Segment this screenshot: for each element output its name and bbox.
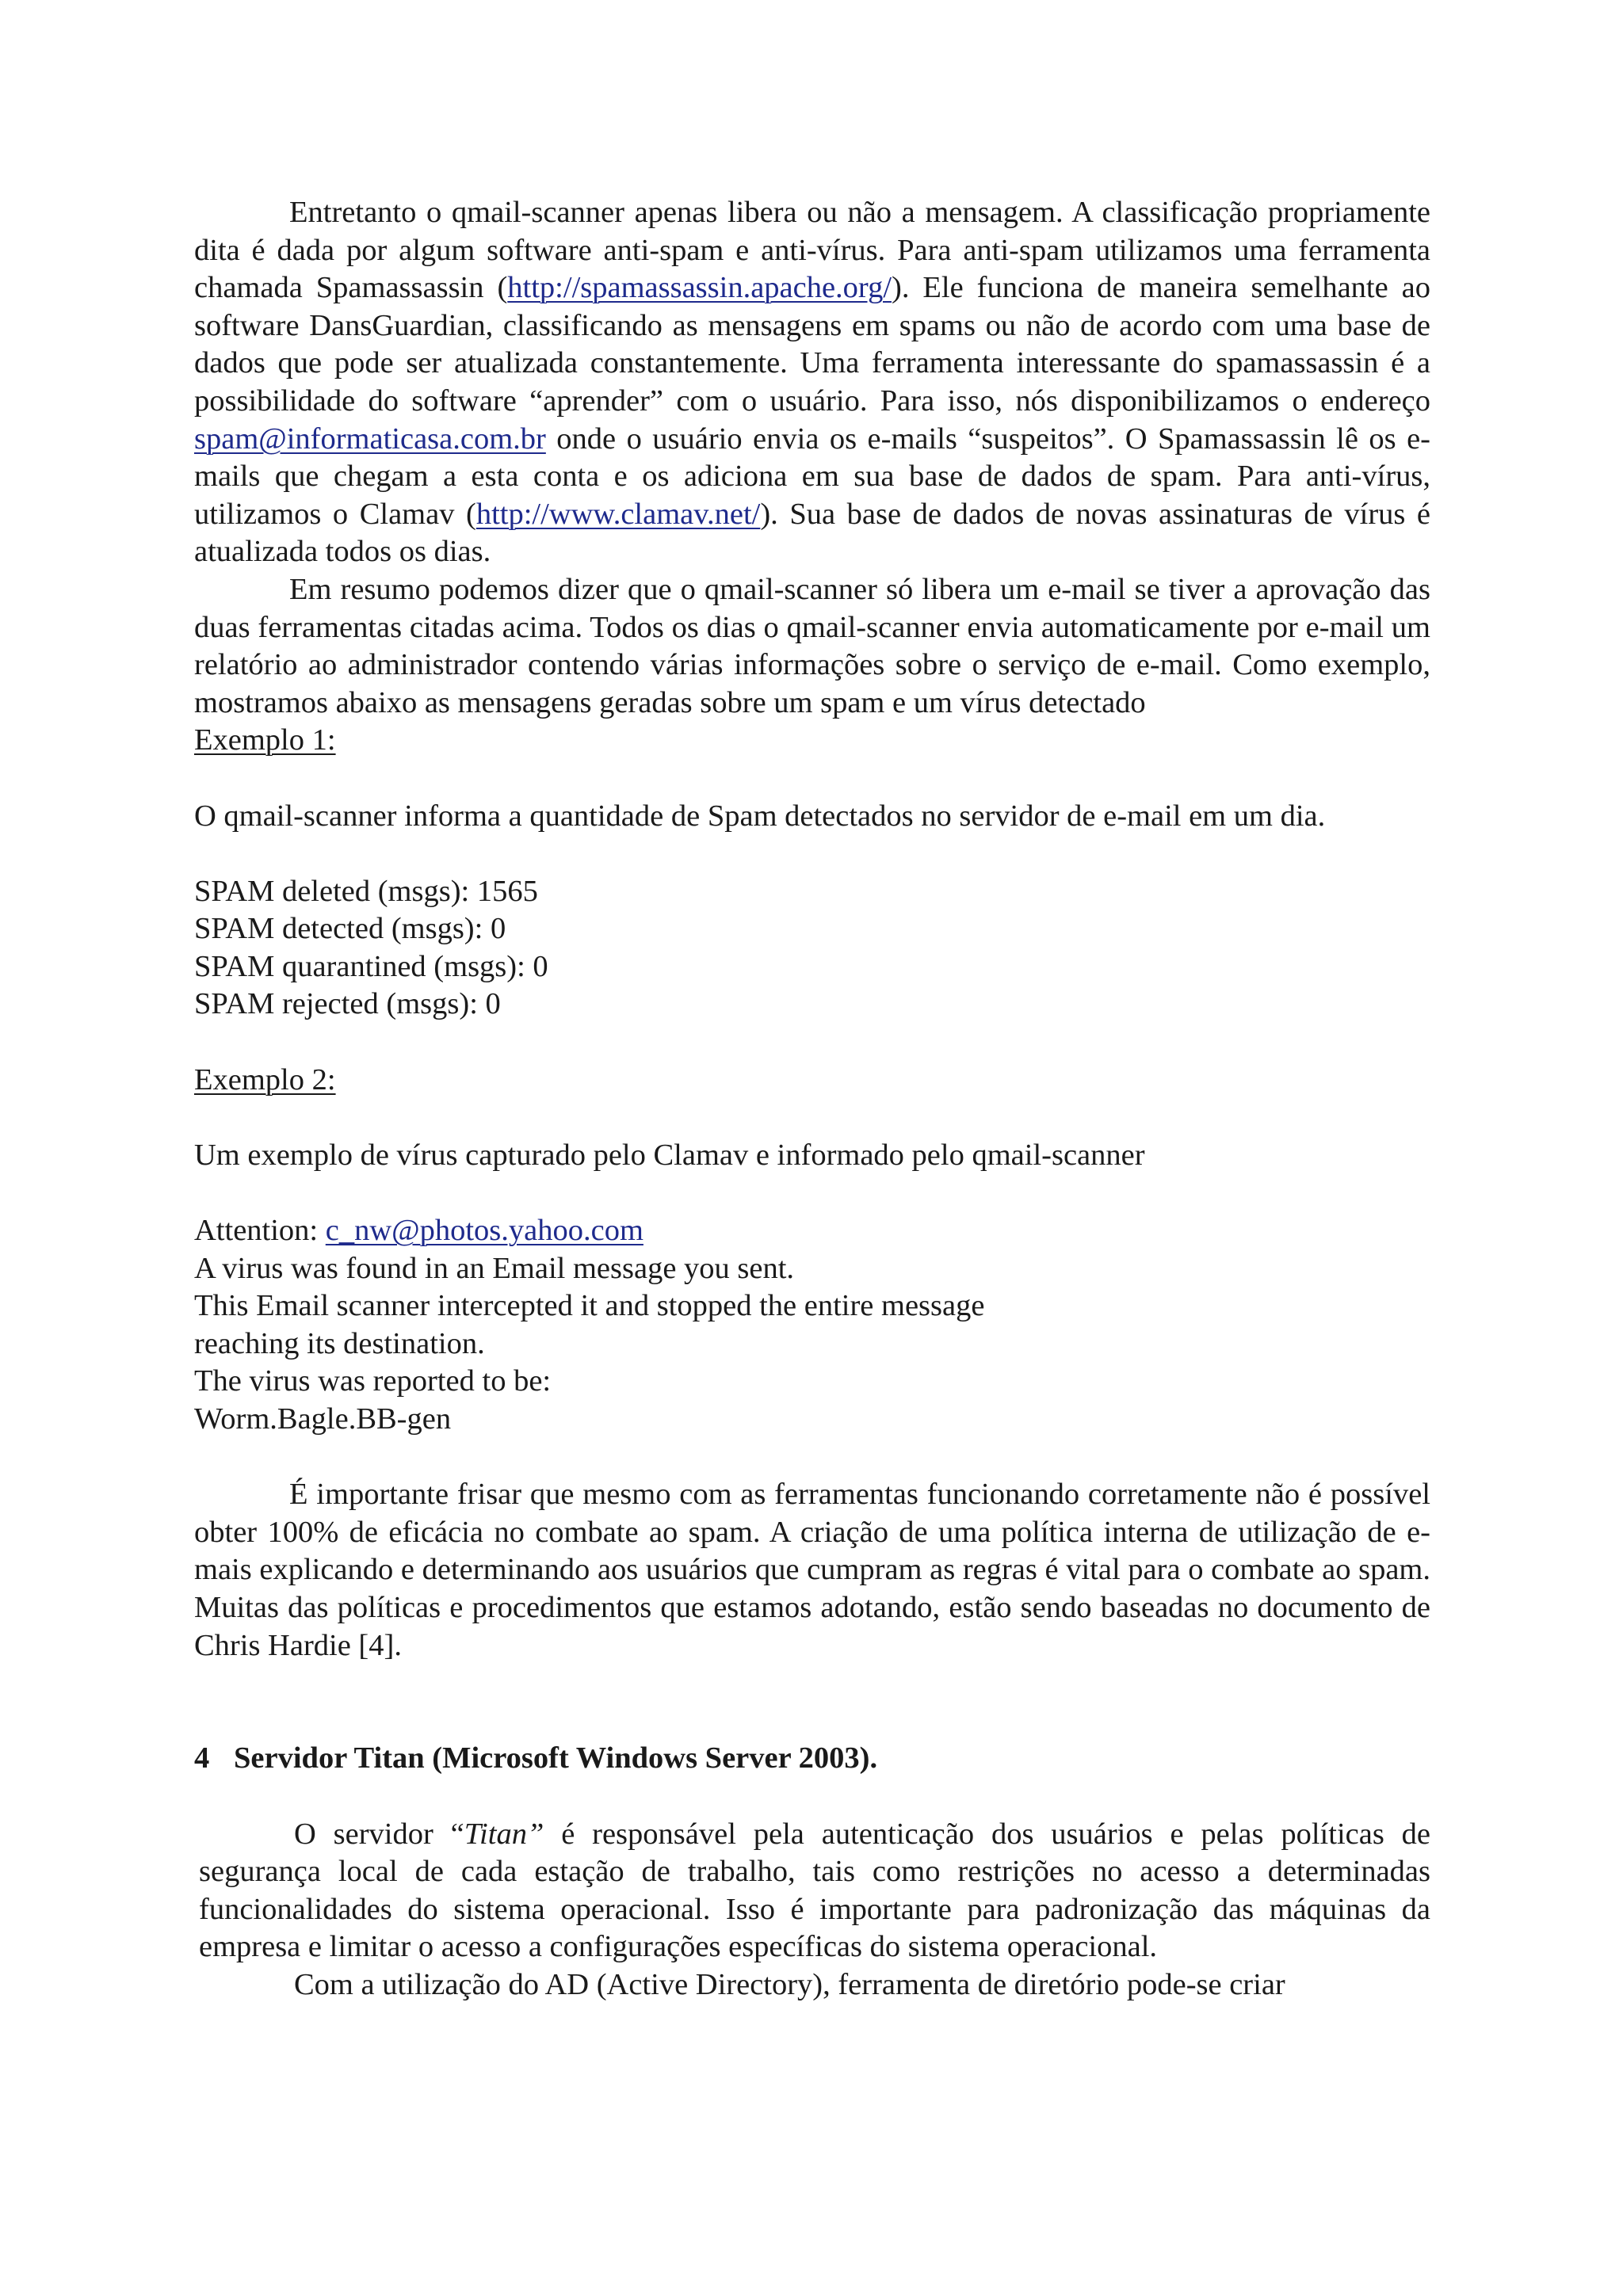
- example2-label: Exemplo 2:: [194, 1062, 336, 1097]
- spam-deleted-line: SPAM deleted (msgs): 1565: [194, 874, 538, 908]
- paragraph-importance: É importante frisar que mesmo com as ferramentas funcionando corretamente não é possível obter 100% de eficácia no combate ao spam. A criação de uma política interna de utilização de e-mais explicando e determinando aos usuários que cumpram as regras é vital para o combate ao spam. Muitas das políticas e procedimentos que estamos adotando, estão sendo baseadas no documento de Chris Hardie [4].: [194, 1478, 1430, 1662]
- example1-label: Exemplo 1:: [194, 723, 336, 757]
- paragraph-titan: O servidor “Titan” é responsável pela autenticação dos usuários e pelas políticas de segurança local de cada estação de trabalho, tais como restrições no acesso a determinadas funcionalidades do sistema operacional. Isso é importante para padronização das máquinas da empresa e limitar o acesso a configurações específicas do sistema operacional.: [199, 1817, 1430, 1964]
- titan-italic: Titan”: [464, 1817, 544, 1851]
- section-4-body: [194, 1816, 1430, 2004]
- example2-intro: Um exemplo de vírus capturado pelo Clamav e informado pelo qmail-scanner: [194, 1138, 1145, 1172]
- paragraph-text: ). Sua base de dados de novas assinaturas de vírus é atualizada todos os dias.: [194, 497, 1430, 569]
- virus-message-line: The virus was reported to be:: [194, 1364, 552, 1398]
- paragraph-active-directory: Com a utilização do AD (Active Directory), ferramenta de diretório pode-se criar: [294, 1967, 1285, 2001]
- spam-rejected-line: SPAM rejected (msgs): 0: [194, 987, 501, 1021]
- example1-intro: O qmail-scanner informa a quantidade de Spam detectados no servidor de e-mail em um dia.: [194, 799, 1326, 833]
- paragraph-summary: Em resumo podemos dizer que o qmail-scanner só libera um e-mail se tiver a aprovação das duas ferramentas citadas acima. Todos os dias o qmail-scanner envia automaticamente por e-mail um relatório ao administrador contendo várias informações sobre o serviço de e-mail. Como exemplo, mostramos abaixo as mensagens geradas sobre um spam e um vírus detectado: [194, 572, 1430, 719]
- paragraph-text: ). Ele funciona de maneira semelhante ao software DansGuardian, classificando as mensagens em spams ou não de acordo com uma base de dados que pode ser atualizada constantemente. Uma ferramenta interessante do spamassassin é a possibilidade do software “aprender” com o usuário. Para isso, nós disponibilizamos o endereço: [194, 271, 1430, 418]
- paragraph-text: onde o usuário envia os e-mails “suspeitos”. O Spamassassin lê os e-mails que chegam a esta conta e os adiciona em sua base de dados de spam. Para anti-vírus, utilizamos o Clamav (: [194, 421, 1430, 531]
- spam-detected-line: SPAM detected (msgs): 0: [194, 912, 506, 946]
- paragraph-text: Entretanto o qmail-scanner apenas libera ou não a mensagem. A classificação propriamente dita é dada por algum software anti-spam e anti-vírus. Para anti-spam utilizamos uma ferramenta chamada Spamassassin (: [194, 196, 1430, 305]
- page-content: [194, 194, 1430, 2004]
- clamav-link[interactable]: http://www.clamav.net/: [475, 497, 761, 531]
- section-title: Servidor Titan (Microsoft Windows Server 2003).: [234, 1741, 878, 1775]
- attention-label: Attention:: [194, 1214, 326, 1248]
- attention-email-link[interactable]: c_nw@photos.yahoo.com: [325, 1214, 643, 1248]
- paragraph-spamassassin: [194, 194, 1430, 571]
- spam-quarantined-line: SPAM quarantined (msgs): 0: [194, 949, 548, 983]
- section-number: 4: [194, 1741, 210, 1775]
- spam-email-link[interactable]: spam@informaticasa.com.br: [194, 421, 546, 456]
- spamassassin-link[interactable]: http://spamassassin.apache.org/: [507, 271, 892, 305]
- section-4-heading: [194, 1740, 1430, 1778]
- attention-line: [194, 1212, 1430, 1250]
- virus-message-line: reaching its destination.: [194, 1326, 485, 1360]
- virus-name-line: Worm.Bagle.BB-gen: [194, 1402, 452, 1436]
- virus-message-line: A virus was found in an Email message you sent.: [194, 1251, 795, 1285]
- virus-message-line: This Email scanner intercepted it and stopped the entire message: [194, 1289, 985, 1323]
